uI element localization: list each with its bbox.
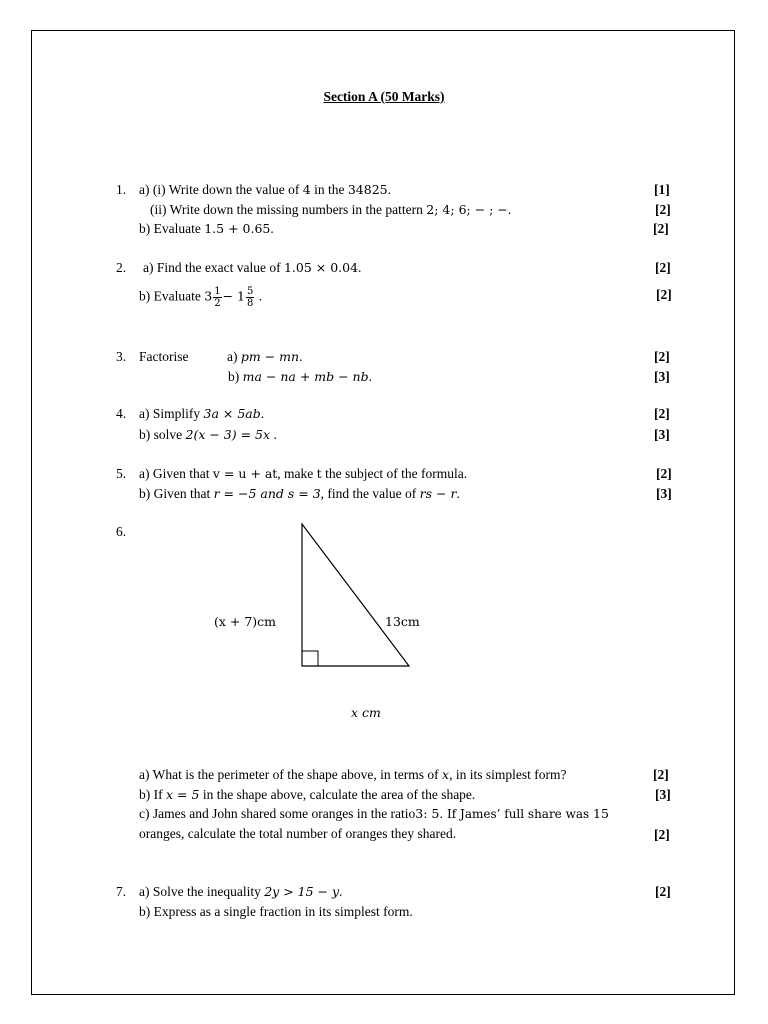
- q6-b-expr: x = 5: [166, 787, 200, 802]
- q6-a-mark: [2]: [653, 767, 669, 782]
- q6-c-mark: [2]: [654, 827, 670, 842]
- triangle-left-side-label: (x + 7)cm: [214, 614, 277, 629]
- q1-a-ii-text: (ii) Write down the missing numbers in the pattern: [150, 202, 427, 217]
- q2-b-whole1: 3: [204, 288, 213, 304]
- q2-a-expr: 1.05 × 0.04: [283, 260, 359, 275]
- q1-part-a-ii: [150, 202, 511, 218]
- q2-part-b: [139, 286, 262, 309]
- q1-a-i-text: a) (i) Write down the value of: [139, 182, 303, 197]
- q2-b-fraction2: $\frac{5}{8}$: [246, 286, 254, 309]
- q3-a-mark: [2]: [654, 349, 670, 364]
- q4-number: 4.: [116, 406, 127, 421]
- q1-a-ii-mark: [2]: [655, 202, 671, 217]
- q3-number: 3.: [116, 349, 127, 364]
- q4-b-expr: 2(x − 3) = 5x: [185, 427, 271, 442]
- q5-b-expr: r = −5 and s = 3: [213, 486, 321, 501]
- q3-b-mark: [3]: [654, 369, 670, 384]
- q3-label: Factorise: [139, 349, 189, 364]
- q2-a-mark: [2]: [655, 260, 671, 275]
- q1-a-i-end: .: [387, 182, 391, 197]
- q5-part-b: [139, 486, 460, 502]
- q3-a-prefix: a): [227, 349, 241, 364]
- q4-a-mark: [2]: [654, 406, 670, 421]
- q6-part-b: [139, 787, 475, 803]
- q3-part-b: [228, 369, 372, 385]
- q5-a-mark: [2]: [656, 466, 672, 481]
- q1-b-expr: 1.5 + 0.65: [204, 221, 271, 236]
- q2-b-fraction1: $\frac{1}{2}$: [214, 286, 221, 309]
- q1-part-a-i: [139, 182, 391, 198]
- q5-b-expr2: rs − r: [419, 486, 457, 501]
- q7-a-end: .: [339, 884, 343, 899]
- q2-number: 2.: [116, 260, 127, 275]
- q1-a-i-mark: [1]: [654, 182, 670, 197]
- q5-b-end: .: [456, 486, 460, 501]
- q5-a-text: a) Given that: [139, 466, 213, 481]
- q5-part-a: [139, 466, 467, 482]
- q6-a-text: a) What is the perimeter of the shape above, in terms of: [139, 767, 443, 782]
- q3-a-expr: pm − mn: [240, 349, 300, 364]
- q2-b-operator: − 1: [222, 288, 245, 304]
- q2-a-end: .: [358, 260, 362, 275]
- q6-c-text: c) James and John shared some oranges in the ratio: [139, 806, 416, 821]
- page-border: [31, 30, 735, 995]
- q4-part-a: [139, 406, 264, 422]
- q5-a-mid: , make: [277, 466, 317, 481]
- q5-a-end: the subject of the formula.: [321, 466, 468, 481]
- q2-a-text: a) Find the exact value of: [143, 260, 284, 275]
- q2-b-text: b) Evaluate: [139, 288, 205, 304]
- q5-number: 5.: [116, 466, 127, 481]
- q6-part-c-line2: oranges, calculate the total number of oranges they shared.: [139, 826, 457, 841]
- q1-a-i-number: 34825: [347, 182, 388, 197]
- q6-b-text: b) If: [139, 787, 166, 802]
- q4-b-mark: [3]: [654, 427, 670, 442]
- q5-b-mark: [3]: [656, 486, 672, 501]
- q1-part-b: [139, 221, 274, 237]
- q1-a-ii-pattern: 2; 4; 6; − ; −: [426, 202, 508, 217]
- q1-a-i-mid: in the: [310, 182, 348, 197]
- q7-a-expr: 2y > 15 − y: [264, 884, 340, 899]
- q7-part-b: b) Express as a single fraction in its simplest form.: [139, 904, 413, 919]
- triangle-base-label: x cm: [351, 705, 381, 720]
- q4-b-text: b) solve: [139, 427, 186, 442]
- q4-b-end: .: [270, 427, 277, 442]
- q3-b-prefix: b): [228, 369, 243, 384]
- q1-b-text: b) Evaluate: [139, 221, 205, 236]
- q5-b-text: b) Given that: [139, 486, 214, 501]
- q6-part-c-line1: [139, 806, 609, 822]
- q6-number: 6.: [116, 524, 127, 539]
- q4-part-b: [139, 427, 277, 443]
- q6-part-a: [139, 767, 566, 783]
- q1-b-end: .: [270, 221, 274, 236]
- q6-b-mark: [3]: [655, 787, 671, 802]
- q5-a-expr: v = u + at: [212, 466, 278, 481]
- q7-number: 7.: [116, 884, 127, 899]
- q6-b-end: in the shape above, calculate the area of the shape.: [199, 787, 476, 802]
- q1-a-i-digit: 4: [302, 182, 311, 197]
- q3-part-a: [227, 349, 302, 365]
- q5-a-var: t: [316, 466, 322, 481]
- q6-a-end: , in its simplest form?: [449, 767, 567, 782]
- q6-c-mid: . If James’ full share was: [439, 807, 593, 821]
- q7-part-a: [139, 884, 342, 900]
- q2-part-a: [143, 260, 361, 276]
- q1-number: 1.: [116, 182, 127, 197]
- q1-b-mark: [2]: [653, 221, 669, 236]
- q6-c-number: 15: [593, 806, 609, 821]
- q3-a-end: .: [299, 349, 303, 364]
- q7-a-text: a) Solve the inequality: [139, 884, 265, 899]
- q5-b-mid: , find the value of: [320, 486, 420, 501]
- q2-b-mark: [2]: [656, 287, 672, 302]
- q6-c-ratio: 3: 5: [415, 806, 440, 821]
- q3-b-end: .: [368, 369, 372, 384]
- q3-b-expr: ma − na + mb − nb: [242, 369, 369, 384]
- q4-a-end: .: [260, 406, 265, 421]
- q4-a-text: a) Simplify: [139, 406, 204, 421]
- section-title: Section A (50 Marks): [323, 89, 445, 104]
- q6-a-var: x: [442, 767, 450, 782]
- q2-b-end: .: [255, 288, 263, 304]
- q4-a-expr: 3a × 5ab: [203, 406, 261, 421]
- q7-a-mark: [2]: [655, 884, 671, 899]
- q1-a-ii-end: .: [507, 202, 512, 217]
- triangle-hypotenuse-label: 13cm: [385, 614, 420, 629]
